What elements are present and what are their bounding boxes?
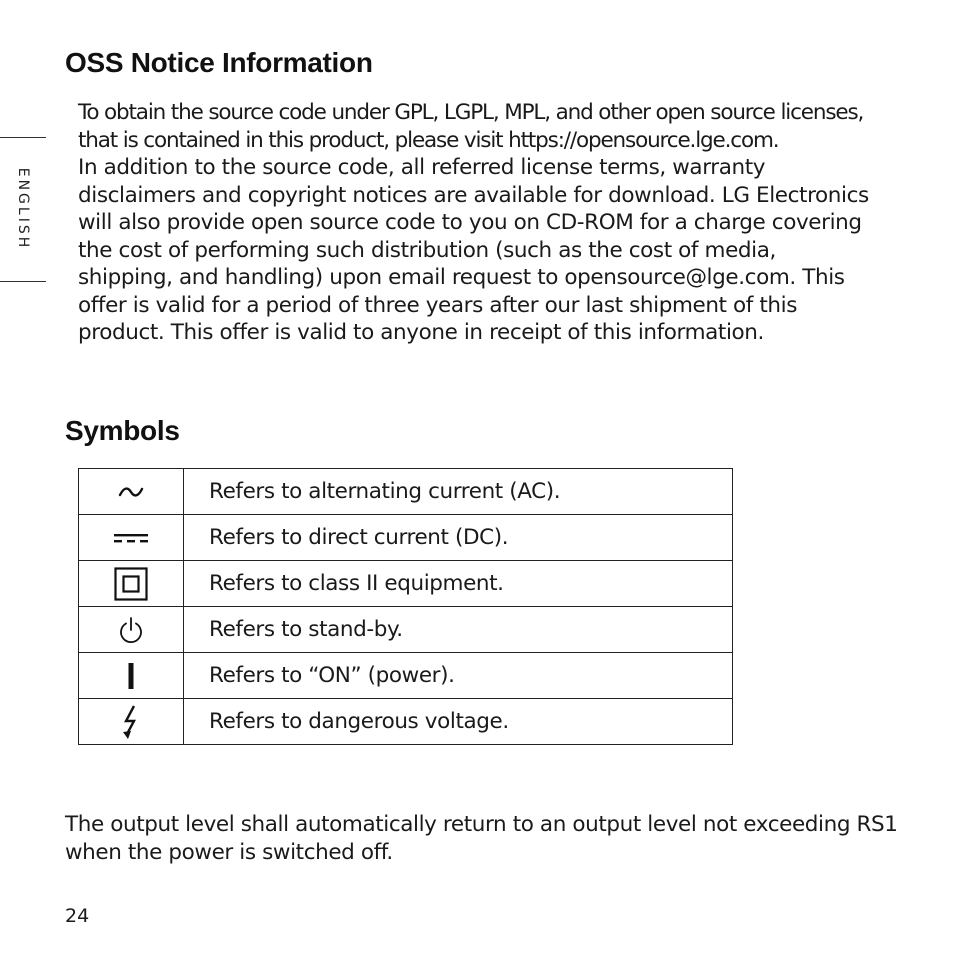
- paragraph-line: In addition to the source code, all referred license terms, warranty: [78, 155, 766, 180]
- symbol-cell: [79, 469, 184, 515]
- paragraph-line: the cost of performing such distribution (such as the cost of media,: [78, 237, 776, 263]
- dangerous-voltage-icon: [120, 704, 142, 740]
- symbol-row: [79, 653, 733, 699]
- symbol-cell: [79, 561, 184, 607]
- paragraph-line: To obtain the source code under GPL, LGPL, MPL, and other open source licenses,: [78, 100, 864, 125]
- language-side-tab: ENGLISH: [15, 167, 31, 251]
- standby-power-icon: [118, 616, 144, 644]
- ac-tilde-icon: [118, 485, 144, 499]
- paragraph-line: disclaimers and copyright notices are available for download. LG Electronics: [78, 182, 869, 208]
- symbols-heading: Symbols: [65, 415, 180, 446]
- symbols-table: [78, 468, 733, 745]
- paragraph-line: shipping, and handling) upon email request to opensource@lge.com. This: [78, 265, 845, 290]
- symbol-row: [79, 515, 733, 561]
- paragraph-line: will also provide open source code to you on CD-ROM for a charge covering: [78, 210, 862, 235]
- symbol-row: [79, 607, 733, 653]
- symbol-row: [79, 699, 733, 745]
- symbol-cell: [79, 607, 184, 653]
- side-tab-bottom-rule: [0, 281, 46, 282]
- symbol-row: [79, 561, 733, 607]
- paragraph-line: The output level shall automatically return to an output level not exceeding RS1: [65, 812, 898, 837]
- power-on-bar-icon: [127, 662, 135, 690]
- dc-current-icon: [113, 531, 149, 545]
- paragraph-line: when the power is switched off.: [65, 839, 393, 865]
- symbol-description: Refers to “ON” (power).: [184, 653, 733, 699]
- symbol-cell: [79, 515, 184, 561]
- paragraph-line: product. This offer is valid to anyone in receipt of this information.: [78, 320, 764, 345]
- symbol-cell: [79, 699, 184, 745]
- class-ii-equipment-icon: [114, 567, 148, 601]
- symbol-row: [79, 469, 733, 515]
- oss-notice-heading: OSS Notice Information: [65, 47, 373, 78]
- paragraph-line: that is contained in this product, please visit https://opensource.lge.com.: [78, 127, 779, 153]
- paragraph-line: offer is valid for a period of three years after our last shipment of this: [78, 292, 797, 318]
- page-number: 24: [65, 905, 90, 927]
- oss-notice-paragraph: [78, 99, 918, 347]
- output-level-note: [65, 811, 925, 866]
- symbol-description: Refers to dangerous voltage.: [184, 699, 733, 745]
- symbol-cell: [79, 653, 184, 699]
- side-tab-top-rule: [0, 137, 46, 138]
- symbol-description: Refers to direct current (DC).: [184, 515, 733, 561]
- symbol-description: Refers to stand-by.: [184, 607, 733, 653]
- symbol-description: Refers to class II equipment.: [184, 561, 733, 607]
- symbol-description: Refers to alternating current (AC).: [184, 469, 733, 515]
